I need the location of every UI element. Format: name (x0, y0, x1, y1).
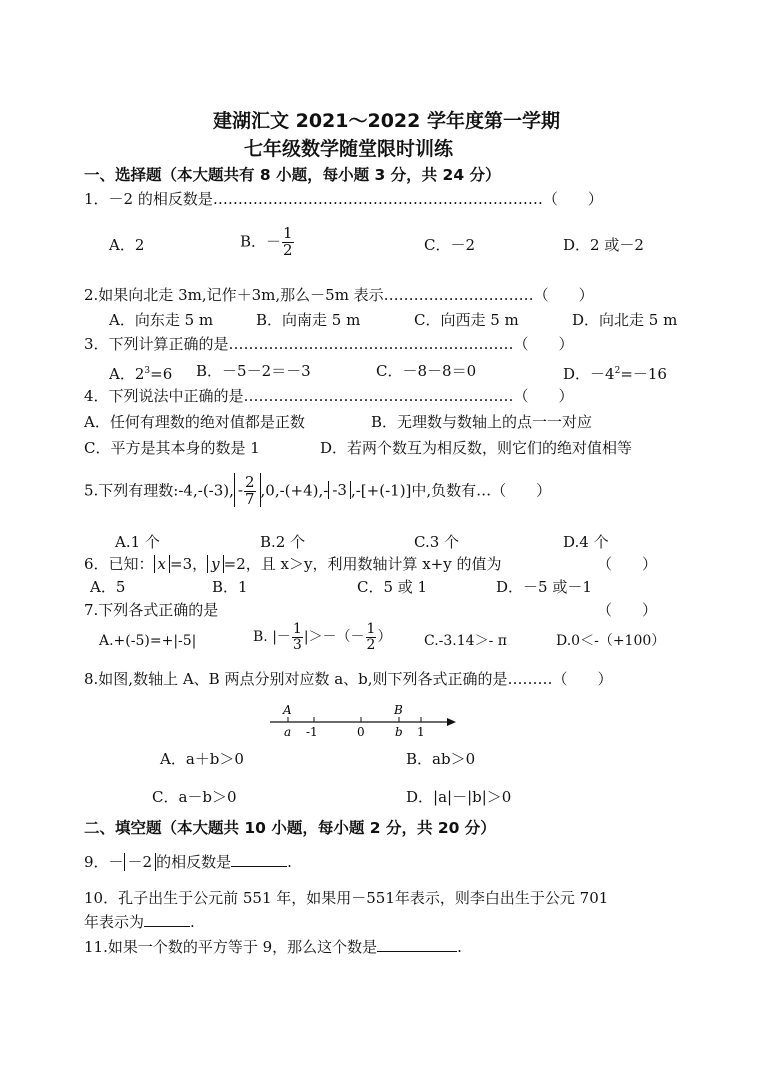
exam-subtitle: 七年级数学随堂限时训练 (244, 138, 454, 160)
question-5-option-a: A.1 个 (115, 533, 160, 551)
question-6-stem (84, 554, 501, 574)
question-4-option-d: D．若两个数互为相反数，则它们的绝对值相等 (320, 439, 633, 457)
question-5-option-d: D.4 个 (563, 533, 609, 551)
numerator: 1 (292, 621, 302, 637)
question-3-option-a (109, 361, 172, 384)
question-1-option-d: D．2 或－2 (563, 236, 644, 254)
numerator: 1 (283, 224, 293, 242)
question-8-option-d: D．|a|－|b|＞0 (406, 788, 512, 806)
b-pre: B. |－ (253, 629, 291, 646)
label-zero: 0 (357, 725, 365, 739)
denominator: 2 (366, 636, 376, 653)
question-6-paren: （ ） (597, 555, 658, 573)
q10-end: . (190, 913, 195, 931)
question-8-stem: 8.如图,数轴上 A、B 两点分别对应数 a、b,则下列各式正确的是………（ ） (84, 670, 613, 688)
exam-title: 建湖汇文 2021～2022 学年度第一学期 (213, 110, 560, 132)
axis-arrow (447, 718, 456, 726)
label-a: a (284, 725, 292, 739)
label-A: A (283, 703, 292, 717)
question-6-option-d: D．－5 或－1 (496, 578, 592, 596)
label-one: 1 (417, 725, 425, 739)
question-1-stem: 1．－2 的相反数是…………………………………………………………（ ） (84, 190, 603, 208)
question-10-line-1: 10．孔子出生于公元前 551 年，如果用－551年表示，则李白出生于公元 701 (84, 889, 609, 907)
sign: - (237, 481, 243, 500)
fraction-2 (366, 622, 377, 652)
question-1-option-a: A．2 (109, 236, 145, 254)
q6-pre: 6．已知： (84, 555, 154, 573)
q11-text: 11.如果一个数的平方等于 9，那么这个数是 (84, 938, 378, 956)
fraction-1 (292, 622, 303, 652)
question-6-option-c: C．5 或 1 (357, 578, 428, 596)
question-2-option-a: A．向东走 5 m (109, 311, 214, 329)
question-7-stem: 7.下列各式正确的是 (84, 601, 219, 619)
question-4-option-b: B．无理数与数轴上的点一一对应 (371, 413, 593, 431)
q5-prefix: 5.下列有理数:-4,-(-3), (84, 481, 234, 500)
q10-line2: 年表示为 (84, 913, 145, 931)
rest: =－16 (620, 365, 667, 383)
question-11 (84, 937, 462, 957)
answer-blank-9[interactable] (231, 852, 287, 867)
answer-blank-10[interactable] (144, 912, 190, 927)
question-2-option-b: B．向南走 5 m (256, 311, 361, 329)
q9-end: . (287, 853, 292, 871)
question-7-option-a: A.+(-5)=+|-5| (99, 633, 197, 649)
label-B: B (394, 703, 403, 717)
question-5-option-c: C.3 个 (414, 533, 460, 551)
question-7-option-d: D.0＜-（+100） (556, 633, 666, 649)
section-heading-choice: 一、选择题（本大题共有 8 小题，每小题 3 分，共 24 分） (84, 166, 501, 184)
q9-post: 的相反数是 (156, 853, 232, 871)
question-2-stem: 2.如果向北走 3m,记作＋3m,那么－5m 表示…………………………（ ） (84, 286, 594, 304)
question-5-option-b: B.2 个 (260, 533, 306, 551)
numerator: 1 (366, 621, 376, 637)
question-4-option-a: A．任何有理数的绝对值都是正数 (84, 413, 305, 431)
question-8-option-b: B．ab＞0 (406, 750, 476, 768)
question-10-line-2 (84, 912, 195, 932)
fraction (244, 475, 256, 508)
section-heading-fill-in: 二、填空题（本大题共 10 小题，每小题 2 分，共 20 分） (84, 819, 496, 837)
question-3-option-c: C．－8－8＝0 (376, 362, 477, 380)
question-3-option-d (563, 361, 667, 384)
question-1-option-b (240, 226, 295, 259)
abs-value: -3 (328, 481, 351, 499)
fraction (282, 226, 294, 259)
answer-blank-11[interactable] (377, 937, 457, 952)
abs-fraction (234, 473, 261, 507)
b-mid: |＞－（－ (303, 629, 365, 646)
b-end: ） (377, 629, 392, 646)
question-7-option-c: C.-3.14＞- π (424, 633, 507, 649)
q6-eq2: =2，且 x＞y，利用数轴计算 x+y 的值为 (223, 555, 502, 573)
question-8-option-a: A．a＋b＞0 (160, 750, 244, 768)
denominator: 3 (292, 636, 302, 653)
label-b: b (395, 725, 403, 739)
q11-end: . (457, 938, 462, 956)
question-6-option-a: A．5 (90, 578, 126, 596)
abs-x: x (154, 555, 170, 573)
denominator: 2 (283, 240, 293, 259)
question-3-option-b: B．－5－2＝－3 (196, 362, 311, 380)
question-9 (84, 852, 292, 872)
numerator: 2 (244, 473, 255, 491)
question-1-option-c: C．－2 (424, 236, 476, 254)
denominator: 7 (244, 489, 255, 508)
q5-suffix: ,-[+(-1)]中,负数有…（ ） (350, 481, 552, 500)
question-2-option-c: C．向西走 5 m (414, 311, 519, 329)
question-2-option-d: D．向北走 5 m (572, 311, 678, 329)
question-4-stem: 4．下列说法中正确的是………………………………………………（ ） (84, 387, 574, 405)
label-minus-one: -1 (306, 725, 318, 739)
abs-value: －2 (124, 853, 157, 871)
exponent: 3 (144, 366, 151, 376)
option-b-prefix: B．－ (240, 232, 282, 251)
question-5-stem (84, 475, 551, 508)
q5-middle: ,0,-(+4),- (260, 481, 329, 500)
q6-eq1: =3， (170, 555, 208, 573)
q9-pre: 9．－ (84, 853, 124, 871)
question-8-option-c: C．a－b＞0 (152, 788, 237, 806)
base: A．2 (109, 365, 145, 383)
number-line-figure (262, 700, 462, 742)
exponent: 2 (614, 366, 621, 376)
question-4-option-c: C．平方是其本身的数是 1 (84, 439, 260, 457)
question-6-option-b: B．1 (212, 578, 248, 596)
question-3-stem: 3．下列计算正确的是…………………………………………………（ ） (84, 335, 574, 353)
abs-y: y (207, 555, 223, 573)
rest: =6 (150, 365, 173, 383)
question-7-paren: （ ） (597, 601, 658, 619)
base: D．－4 (563, 365, 615, 383)
question-7-option-b (253, 622, 391, 652)
